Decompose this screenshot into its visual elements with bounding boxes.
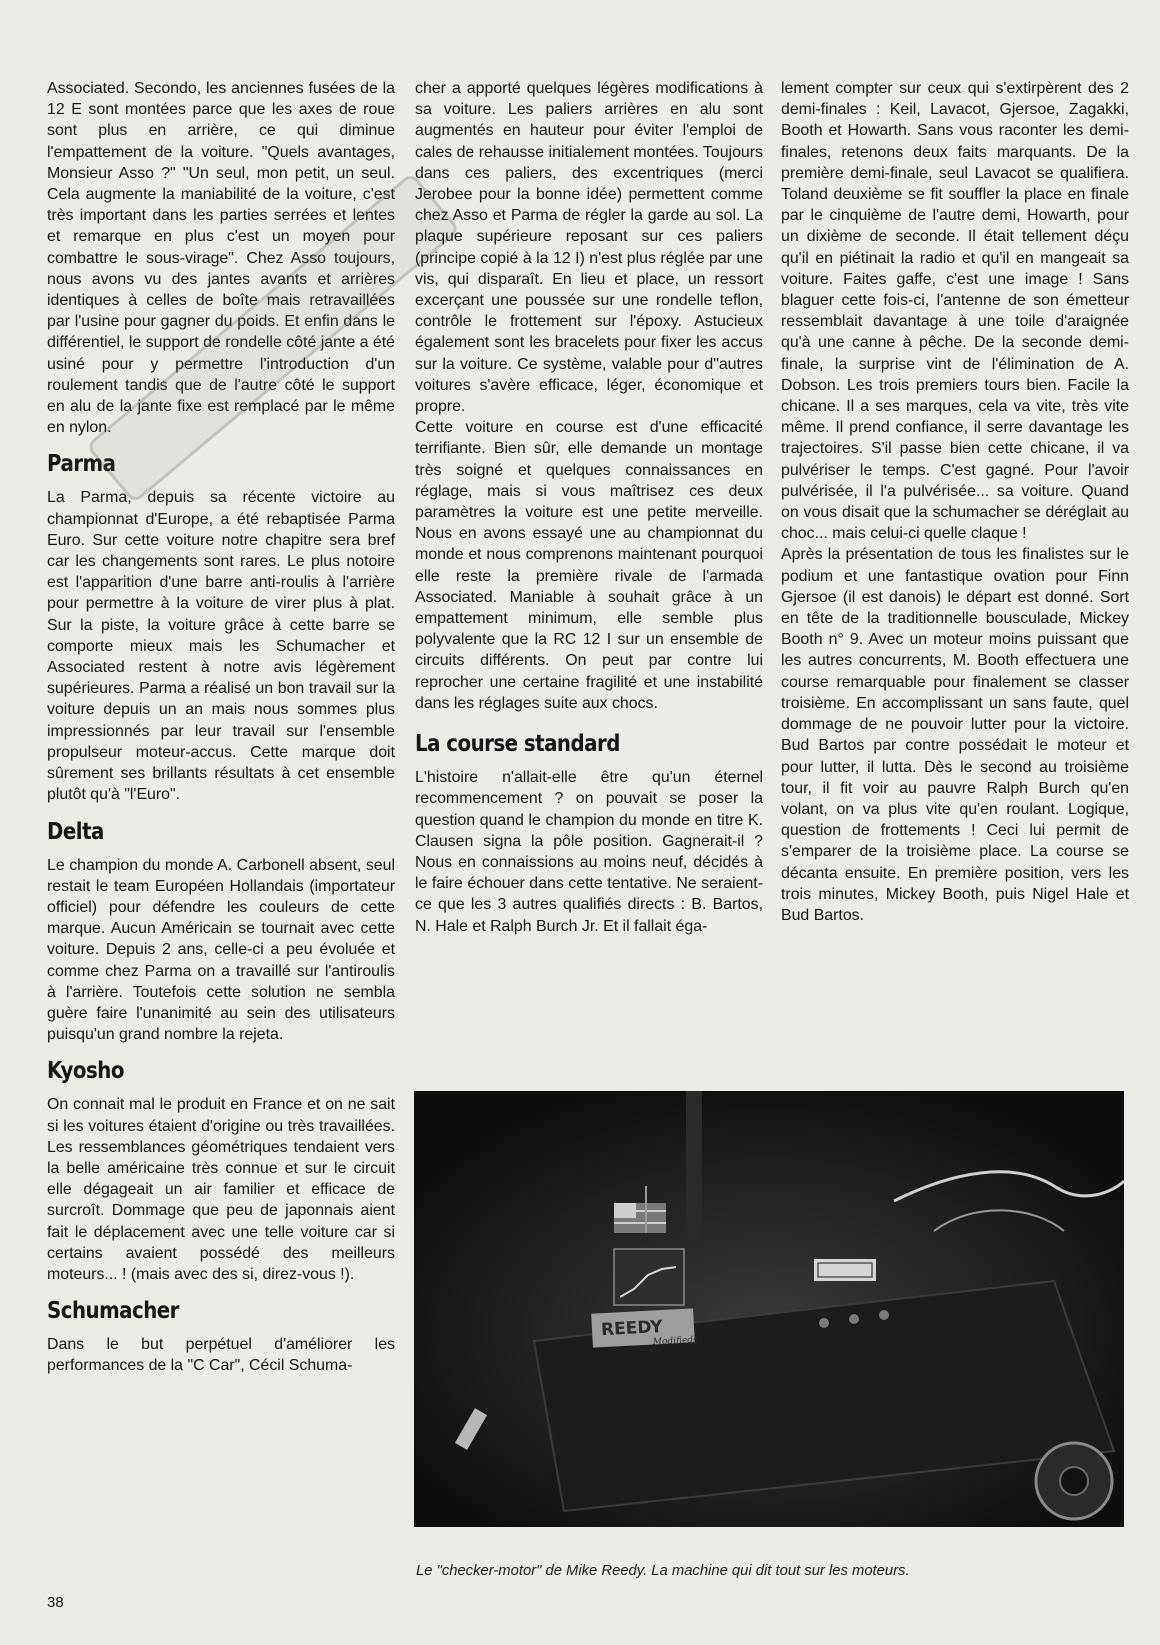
paragraph-schumacher-cont: cher a apporté quelques légères modifications à sa voiture. Les paliers arrières en alu sont augmentés en hauteur pour éviter l'emploi de cales de rehausse initialement montées. Toujours dans ces paliers, des excentriques (merci Jerobee pour la bonne idée) permettent comme chez Asso et Parma de régler la garde au sol. La plaque supérieure reposant sur ces paliers (principe copié à la 12 I) n'est plus réglée par une vis, qui disparaît. En lieu et place, un ressort excerçant une poussée sur une rondelle teflon, contrôle le frottement sur l'époxy. Astucieux également sont les bracelets pour fixer les accus sur la voiture. Ce système, valable pour d"autres voitures s'avère efficace, léger, économique et propre. bbox=[415, 80, 763, 416]
reedy-label bbox=[591, 1308, 698, 1347]
paragraph-associated: Associated. Secondo, les anciennes fusées de la 12 E sont montées parce que les axes de roue sont plus en arrière, ce qui diminue l'empattement de la voiture. "Quels avantages, Monsieur Asso ?" "Un seul, mon petit, un seul. Cela augmente la maniabilité de la voiture, c'est très important dans les parties serrées et lentes et remarque en plus c'est un moyen pour combattre le sous-virage". Chez Asso toujours, nous avons vu des jantes avants et arrières identiques à celles de boîte mais retravaillées par l'usine pour gagner du poids. Et enfin dans le différentiel, le support de rondelle côté jante a été usiné pour y permettre l'introduction d'un roulement tandis que de l'autre côté le support en alu de la jante fixe est remplacé par le même en nylon. bbox=[47, 80, 395, 437]
paragraph-kyosho: On connait mal le produit en France et on ne sait si les voitures étaient d'origine ou très travaillées. Les ressemblances géométriques tendaient vers la belle américaine très connue et sur le circuit elle dégageait un air familier et efficace de surcroît. Dommage que peu de japonnais aient fait le déplacement avec une telle voiture car si certains avaient possédé des meilleurs moteurs... ! (mais avec des si, direz-vous !). bbox=[47, 1096, 395, 1283]
heading-schumacher: Schumacher bbox=[47, 1298, 179, 1325]
photo-caption: Le "checker-motor" de Mike Reedy. La machine qui dit tout sur les moteurs. bbox=[416, 1563, 910, 1579]
knob-shape bbox=[849, 1314, 859, 1324]
graph-panel bbox=[614, 1249, 684, 1305]
photo-illustration bbox=[414, 1091, 1124, 1527]
pole-shape bbox=[686, 1091, 702, 1241]
paragraph-efficacite: Cette voiture en course est d'une efficacité terrifiante. Bien sûr, elle demande un montage très soigné et quelques connaissances en réglage, mais si vous maîtrisez ces deux paramètres la voiture est une petite merveille. Nous en avons essayé une au championnat du monde et nous comprenons maintenant pourquoi elle reste la première rivale de l'armada Associated. Maniable à souhait grâce à un empattement minimum, elle semble plus polyvalente que la RC 12 I sur un ensemble de circuits différents. On peut par contre lui reprocher une certaine fragilité et une instabilité dans les réglages suite aux chocs. bbox=[415, 419, 763, 712]
paragraph-schumacher: Dans le but perpétuel d'améliorer les performances de la "C Car", Cécil Schuma- bbox=[47, 1336, 395, 1375]
photo-checker-motor bbox=[414, 1091, 1124, 1527]
heading-kyosho: Kyosho bbox=[47, 1058, 124, 1085]
brand-sublabel: Modifieds bbox=[652, 1335, 698, 1348]
page-number: 38 bbox=[47, 1594, 64, 1611]
heading-parma: Parma bbox=[47, 451, 116, 478]
knob-shape bbox=[819, 1318, 829, 1328]
paragraph-parma: La Parma, depuis sa récente victoire au championnat d'Europe, a été rebaptisée Parma Euro. Sur cette voiture notre chapitre sera bref car les changements sont rares. Le plus notoire est l'apparition d'une barre anti-roulis à l'arrière pour permettre à la voiture de virer plus à plat. Sur la piste, la voiture grâce à cette barre se comporte mieux mais les Schumacher et Associated restent à notre avis légèrement supérieures. Parma a réalisé un bon travail sur la voiture depuis un an mais nous sommes plus impressionnés par leur travail sur l'ensemble propulseur moteur-accus. Cette marque doit sûrement ses brillants résultats à cet ensemble plutôt qu'à "l'Euro". bbox=[47, 489, 395, 804]
paragraph-delta: Le champion du monde A. Carbonell absent, seul restait le team Européen Hollandais (importateur officiel) pour défendre les couleurs de cette marque. Aucun Américain se tournait avec cette voiture. Depuis 2 ans, celle-ci a peu évoluée et comme chez Parma on a travaillé sur l'antiroulis à l'arrière. Toutefois cette solution ne sembla guère faire l'unanimité au sein des utilisateurs puisqu'un grand nombre la rejeta. bbox=[47, 856, 395, 1044]
text-column-2 bbox=[415, 78, 763, 937]
paragraph-demi-finales: lement compter sur ceux qui s'extirpèrent des 2 demi-finales : Keil, Lavacot, Gjersoe, Zagakki, Booth et Howarth. Sans vous raconter les demi-finales, retenons deux faits marquants. De la première demi-finale, seul Lavacot se qualifiera. Toland deuxième se fit souffler la place en finale par le cinquième de l'autre demi, Howarth, pour un dixième de seconde. Il était tellement déçu qu'il en piétinait la radio et qu'il en mangeait sa voiture. Faites gaffe, c'est une image ! Sans blaguer cette fois-ci, l'antenne de son émetteur ressemblait davantage à une toile d'araignée qu'à une canne à pêche. De la seconde demi-finale, la surprise vint de l'élimination de A. Dobson. Les trois premiers tours bien. Facile la chicane. Il a ses marques, cela va vite, très vite même. Il prend confiance, il serre davantage les trajectoires. S'il passe bien cette chicane, il va pulvériser le temps. C'est gagné. Pour l'avoir pulvérisée, il l'a pulvérisée... sa voiture. Quand on vous disait que la schumacher se déréglait au choc... mais celui-ci quelle claque ! bbox=[781, 80, 1129, 543]
heading-delta: Delta bbox=[47, 818, 104, 845]
text-column-3 bbox=[781, 78, 1129, 926]
paragraph-course: L'histoire n'allait-elle être qu'un éternel recommencement ? on pouvait se poser la question quand le champion du monde en titre K. Clausen signa la pôle position. Gagnerait-il ? Nous en connaissions au moins neuf, décidés à le faire échouer dans cette tentative. Ne seraient-ce que les 3 autres qualifiés directs : B. Bartos, N. Hale et Ralph Burch Jr. Et il fallait éga- bbox=[415, 769, 763, 935]
brand-label: REEDY bbox=[600, 1316, 664, 1341]
paragraph-finale: Après la présentation de tous les finalistes sur le podium et une fantastique ovation pour Finn Gjersoe (il est danois) le départ est donné. Sort en tête de la traditionnelle bousculade, Mickey Booth n° 9. Avec un moteur moins puissant que les autres concurrents, M. Booth effectuera une course remarquable pour finalement se classer troisième. En accomplissant un sans faute, quel dommage de ne pouvoir lutter pour la victoire. Bud Bartos par contre possédait le moteur et pour lutter, il lutta. Dès le second au troisième tour, il fit voir au pauvre Ralph Burch qu'en volant, on va plus vite qu'en roulant. Logique, question de frottements ! Ceci lui permit de s'emparer de la troisième place. La course se décanta ensuite. En première position, vers les trois minutes, Mickey Booth, puis Nigel Hale et Bud Bartos. bbox=[781, 546, 1129, 924]
knob-shape bbox=[879, 1310, 889, 1320]
heading-course-standard: La course standard bbox=[415, 731, 620, 758]
